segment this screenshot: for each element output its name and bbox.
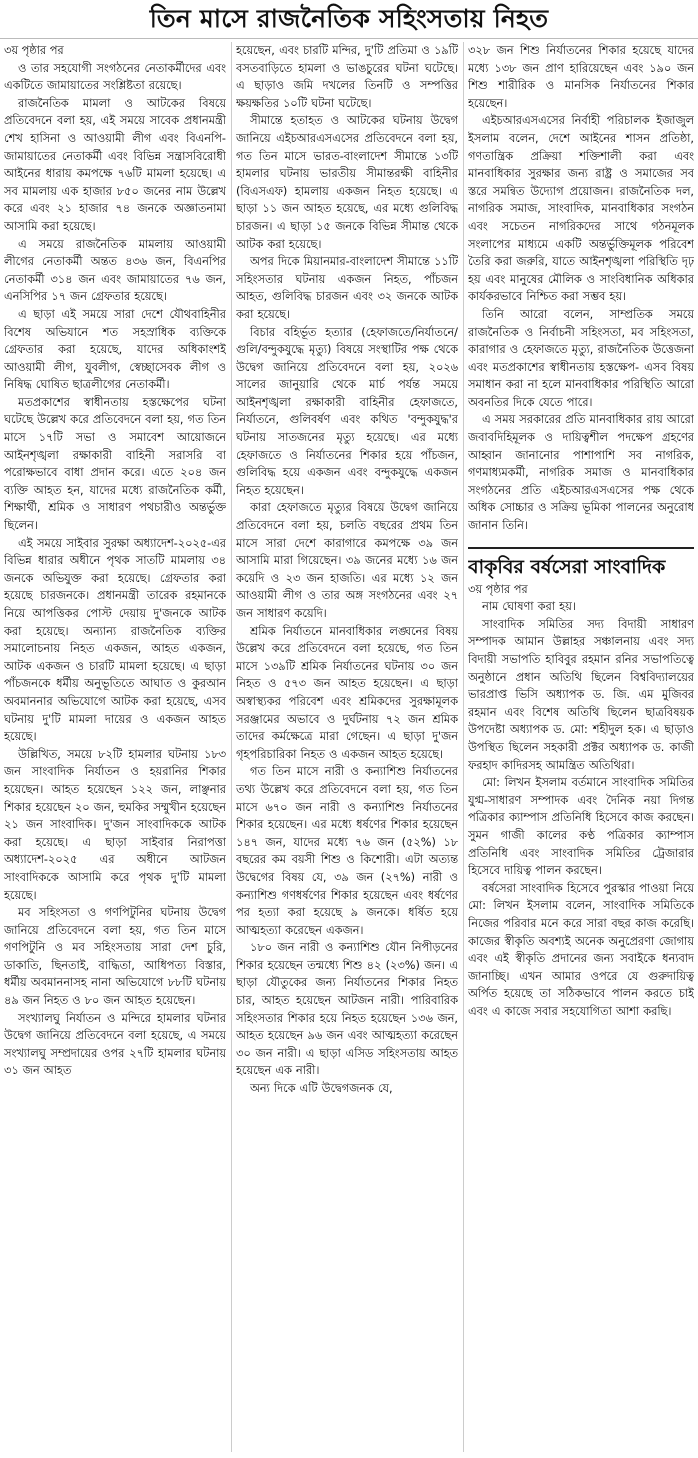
paragraph: মতপ্রকাশের স্বাধীনতায় হস্তক্ষেপের ঘটনা ঘটেছে উল্লেখ করে প্রতিবেদনে বলা হয়, গত তিন মাসে ১৭টি সভা ও সমাবেশ আয়োজনে আইনশৃঙ্খলা রক্ষাকারী বাহিনী সরাসরি বা পরোক্ষভাবে বাধা প্রদান করে। এতে ২০৪ জন ব্যক্তি আহত হন, যাদের মধ্যে রাজনৈতিক কর্মী, শিক্ষার্থী, শ্রমিক ও সাধারণ পথচারীও অন্তর্ভুক্ত ছিলেন। — [4, 395, 226, 533]
paragraph: এ সময়ে রাজনৈতিক মামলায় আওয়ামী লীগের নেতাকর্মী অন্তত ৪৩৬ জন, বিএনপির নেতাকর্মী ৩১৪ জন এবং জামায়াতের ৭৬ জন, এনসিপির ১৭ জন গ্রেফতার হয়েছে। — [4, 237, 226, 304]
continuation-note: ৩য় পৃষ্ঠার পর — [468, 582, 528, 596]
column-divider — [463, 42, 464, 1452]
paragraph: উল্লিখিত, সময়ে ৮২টি হামলার ঘটনায় ১৮৩ জন সাংবাদিক নির্যাতন ও হয়রানির শিকার হয়েছেন। আহত হয়েছেন ১২২ জন, লাঞ্ছনার শিকার হয়েছেন ২০ জন, হুমকির সম্মুখীন হয়েছেন ২১ জন সাংবাদিক। দু'জন সাংবাদিককে আটক করা হয়েছে। এ ছাড়া সাইবার নিরাপত্তা অধ্যাদেশ-২০২৫ এর অধীনে আটজন সাংবাদিককে আসামি করে পৃথক দু'টি মামলা হয়েছে। — [4, 747, 226, 902]
paragraph: হয়েছেন, এবং চারটি মন্দির, দু'টি প্রতিমা ও ১৯টি বসতবাড়িতে হামলা ও ভাঙচুরের ঘটনা ঘটেছে। এ ছাড়াও জমি দখলের তিনটি ও সম্পত্তির ক্ষয়ক্ষতির ১০টি ঘটনা ঘটেছে। — [236, 44, 458, 110]
main-headline: তিন মাসে রাজনৈতিক সহিংসতায় নিহত — [0, 0, 698, 39]
paragraph: সীমান্তে হতাহত ও আটকের ঘটনায় উদ্বেগ জানিয়ে এইচআরএসএসের প্রতিবেদনে বলা হয়, গত তিন মাসে ভারত-বাংলাদেশ সীমান্তে ১৩টি হামলার ঘটনায় ভারতীয় সীমান্তরক্ষী বাহিনীর (বিএসএফ) হামলায় একজন নিহত হয়েছে। এ ছাড়া ১১ জন আহত হয়েছে, এর মধ্যে গুলিবিদ্ধ চারজন। এ ছাড়া ১৫ জনকে বিভিন্ন সীমান্ত থেকে আটক করা হয়েছে। — [236, 114, 458, 251]
paragraph: এ সময় সরকারের প্রতি মানবাধিকার রায় আরো জবাবদিহিমূলক ও দায়িত্বশীল পদক্ষেপ গ্রহণের আহ্বান জানানোর পাশাপাশি সব নাগরিক, গণমাধ্যমকর্মী, নাগরিক সমাজ ও মানবাধিকার সংগঠনের প্রতি এইচআরএসএসের পক্ষ থেকে অধিক সোচ্চার ও সক্রিয় ভূমিকা পালনের অনুরোধ জানান তিনি। — [468, 413, 694, 533]
paragraph: তিনি আরো বলেন, সাম্প্রতিক সময়ে রাজনৈতিক ও নির্বাচনী সহিংসতা, মব সহিংসতা, কারাগার ও হেফাজতে মৃত্যু, রাজনৈতিক উত্তেজনা এবং মতপ্রকাশের স্বাধীনতায় হস্তক্ষেপ- এসব বিষয় সমাধান করা না হলে মানবাধিকার পরিস্থিতি আরো অবনতির দিকে যেতে পারে। — [468, 307, 694, 409]
paragraph: বর্ষসেরা সাংবাদিক হিসেবে পুরস্কার পাওয়া নিয়ে মো: লিখন ইসলাম বলেন, সাংবাদিক সমিতিকে নিজের পরিবার মনে করে সারা বছর কাজ করেছি। কাজের স্বীকৃতি অবশ্যই অনেক অনুপ্রেরণা জোগায় এবং এই স্বীকৃতি প্রদানের জন্য সবাইকে ধন্যবাদ জানাচ্ছি। এখন আমার ওপরে যে গুরুদায়িত্ব অর্পিত হয়েছে তা সঠিকভাবে পালন করতে চাই এবং এ কাজে সবার সহযোগিতা আশা করছি। — [468, 881, 694, 1018]
paragraph: রাজনৈতিক মামলা ও আটকের বিষয়ে প্রতিবেদনে বলা হয়, এই সময়ে সাবেক প্রধানমন্ত্রী শেখ হাসিনা ও আওয়ামী লীগ এবং বিএনপি-জামায়াতের নেতাকর্মী এবং বিভিন্ন সন্ত্রাসবিরোধী আইনের ধারায় কমপক্ষে ৭৬টি মামলা হয়েছে। এ সব মামলায় এক হাজার ৮৫০ জনের নাম উল্লেখ করে এবং ২১ হাজার ৭৪ জনকে অজ্ঞাতনামা আসামি করা হয়েছে। — [4, 96, 226, 233]
paragraph: কারা হেফাজতে মৃত্যুর বিষয়ে উদ্বেগ জানিয়ে প্রতিবেদনে বলা হয়, চলতি বছরের প্রথম তিন মাসে সারা দেশে কারাগারে কমপক্ষে ৩৯ জন আসামি মারা গিয়েছেন। ৩৯ জনের মধ্যে ১৬ জন কয়েদি ও ২৩ জন হাজতি। এর মধ্যে ১২ জন আওয়ামী লীগ ও তার অঙ্গ সংগঠনের এবং ২৭ জন সাধারণ কয়েদি। — [236, 501, 458, 620]
paragraph: সাংবাদিক সমিতির সদ্য বিদায়ী সাধারণ সম্পাদক আমান উল্লাহর সঞ্চালনায় এবং সদ্য বিদায়ী সভাপতি হাবিবুর রহমান রনির সভাপতিত্বে অনুষ্ঠানে প্রধান অতিথি ছিলেন বিশ্ববিদ্যালয়ের ভারপ্রাপ্ত ভিসি অধ্যাপক ড. জি. এম মুজিবর রহমান এবং বিশেষ অতিথি ছিলেন ছাত্রবিষয়ক উপদেষ্টা অধ্যাপক ড. মো: শহীদুল হক। এ ছাড়াও উপস্থিত ছিলেন সহকারী প্রক্টর অধ্যাপক ড. কাজী ফরহাদ কাদিরসহ আমন্ত্রিত অতিথিরা। — [468, 617, 694, 772]
paragraph: গত তিন মাসে নারী ও কন্যাশিশু নির্যাতনের তথ্য উল্লেখ করে প্রতিবেদনে বলা হয়, গত তিন মাসে ৬৭০ জন নারী ও কন্যাশিশু নির্যাতনের শিকার হয়েছেন। এর মধ্যে ধর্ষণের শিকার হয়েছেন ১৪৭ জন, যাদের মধ্যে ৭৬ জন (৫২%) ১৮ বছরের কম বয়সী শিশু ও কিশোরী। এটা অত্যন্ত উদ্বেগের বিষয় যে, ৩৯ জন (২৭%) নারী ও কন্যাশিশু গণধর্ষণের শিকার হয়েছেন এবং ধর্ষণের পর হত্যা করা হয়েছে ৯ জনকে। ধর্ষিত হয়ে আত্মহত্যা করেছেন একজন। — [236, 765, 458, 937]
second-story-headline: বাকৃবির বর্ষসেরা সাংবাদিক — [468, 547, 694, 581]
paragraph: ও তার সহযোগী সংগঠনের নেতাকর্মীদের এবং একটিতে জামায়াতের সংশ্লিষ্টতা রয়েছে। — [4, 61, 226, 93]
paragraph: মব সহিংসতা ও গণপিটুনির ঘটনায় উদ্বেগ জানিয়ে প্রতিবেদনে বলা হয়, গত তিন মাসে গণপিটুনি ও মব সহিংসতায় সারা দেশ চুরি, ডাকাতি, ছিনতাই, বাদ্ধিতা, আধিপত্য বিস্তার, ধর্মীয় অবমাননাসহ নানা অভিযোগে ৮৮টি ঘটনায় ৪৯ জন নিহত ও ৮০ জন আহত হয়েছেন। — [4, 906, 226, 1008]
paragraph: সংখ্যালঘু নির্যাতন ও মন্দিরে হামলার ঘটনার উদ্বেগ জানিয়ে প্রতিবেদনে বলা হয়েছে, এ সময়ে সংখ্যালঘু সম্প্রদায়ের ওপর ২৭টি হামলার ঘটনায় ৩১ জন আহত — [4, 1011, 226, 1078]
continuation-note: ৩য় পৃষ্ঠার পর — [4, 44, 64, 57]
paragraph: অপর দিকে মিয়ানমার-বাংলাদেশ সীমান্তে ১১টি সহিংসতার ঘটনায় একজন নিহত, পাঁচজন আহত, গুলিবিদ্ধ চারজন এবং ৩২ জনকে আটক করা হয়েছে। — [236, 255, 458, 321]
paragraph: এ ছাড়া এই সময়ে সারা দেশে যৌথবাহিনীর বিশেষ অভিযানে শত সহস্রাধিক ব্যক্তিকে গ্রেফতার করা হয়েছে, যাদের অধিকাংশই আওয়ামী লীগ, যুবলীগ, স্বেচ্ছাসেবক লীগ ও নিষিদ্ধ ঘোষিত ছাত্রলীগের নেতাকর্মী। — [4, 307, 226, 392]
article-column-1 — [4, 42, 226, 1454]
paragraph: মো: লিখন ইসলাম বর্তমানে সাংবাদিক সমিতির যুগ্ম-সাধারণ সম্পাদক এবং দৈনিক নয়া দিগন্ত পত্রিকার ক্যাম্পাস প্রতিনিধি হিসেবে কাজ করছেন। সুমন গাজী কালের কণ্ঠ পত্রিকার ক্যাম্পাস প্রতিনিধি এবং সাংবাদিক সমিতির ট্রেজারার হিসেবে দায়িত্ব পালন করছেন। — [468, 776, 694, 878]
column-divider — [231, 42, 232, 1452]
paragraph: অন্য দিকে এটি উদ্বেগজনক যে, — [250, 1082, 393, 1096]
paragraph: শ্রমিক নির্যাতনে মানবাধিকার লঙ্ঘনের বিষয় উল্লেখ করে প্রতিবেদনে বলা হয়েছে, গত তিন মাসে ১৩৯টি শ্রমিক নির্যাতনের ঘটনায় ৩০ জন নিহত ও ৫৭৩ জন আহত হয়েছেন। এ ছাড়া অস্বাস্থ্যকর পরিবেশ এবং শ্রমিকদের সুরক্ষামূলক সরঞ্জামের অভাবে ও দুর্ঘটনায় ৭২ জন শ্রমিক তাদের কর্মক্ষেত্রে মারা গেছেন। এ ছাড়া দু'জন গৃহপরিচারিকা নিহত ও একজন আহত হয়েছে। — [236, 624, 458, 761]
paragraph: ১৮০ জন নারী ও কন্যাশিশু যৌন নিপীড়নের শিকার হয়েছেন তন্মধ্যে শিশু ৪২ (২৩%) জন। এ ছাড়া যৌতুকের জন্য নির্যাতনের শিকার নিহত চার, আহত হয়েছেন আটজন নারী। পারিবারিক সহিংসতার শিকার হয়ে নিহত হয়েছেন ১৩৬ জন, আহত হয়েছেন ৯৬ জন এবং আত্মহত্যা করেছেন ৩০ জন নারী। এ ছাড়া এসিড সহিংসতায় আহত হয়েছেন এক নারী। — [236, 941, 458, 1078]
paragraph: বিচার বহির্ভূত হত্যার (হেফাজতে/নির্যাতনে/গুলি/বন্দুকযুদ্ধে মৃত্যু) বিষয়ে সংস্থাটির পক্ষ থেকে উদ্বেগ জানিয়ে প্রতিবেদনে বলা হয়, ২০২৬ সালের জানুয়ারি থেকে মার্চ পর্যন্ত সময়ে আইনশৃঙ্খলা রক্ষাকারী বাহিনীর হেফাজতে, নির্যাতনে, গুলিবর্ষণ এবং কথিত 'বন্দুকযুদ্ধ'র ঘটনায় সাতজনের মৃত্যু হয়েছে। এর মধ্যে হেফাজতে ও নির্যাতনের শিকার হয়ে পাঁচজন, গুলিবিদ্ধ হয়ে একজন এবং বন্দুকযুদ্ধে একজন নিহত হয়েছেন। — [236, 325, 458, 497]
article-column-3 — [468, 42, 694, 1454]
article-column-2 — [236, 42, 458, 1454]
paragraph: ৩২৮ জন শিশু নির্যাতনের শিকার হয়েছে যাদের মধ্যে ১৩৮ জন প্রাণ হারিয়েছেন এবং ১৯০ জন শিশু শারীরিক ও মানসিক নির্যাতনের শিকার হয়েছেন। — [468, 44, 694, 110]
paragraph: এইচআরএসএসের নির্বাহী পরিচালক ইজাজুল ইসলাম বলেন, দেশে আইনের শাসন প্রতিষ্ঠা, গণতান্ত্রিক প্রক্রিয়া শক্তিশালী করা এবং মানবাধিকার সুরক্ষার জন্য রাষ্ট্র ও সমাজের সব স্তরে সমন্বিত উদ্যোগ প্রয়োজন। রাজনৈতিক দল, নাগরিক সমাজ, সাংবাদিক, মানবাধিকার সংগঠন এবং সচেতন নাগরিকদের সাথে গঠনমূলক সংলাপের মাধ্যমে একটি অন্তর্ভুক্তিমূলক পরিবেশ তৈরি করা জরুরি, যাতে আইনশৃঙ্খলা পরিস্থিতি দৃঢ় হয় এবং মানুষের মৌলিক ও সাংবিধানিক অধিকার কার্যকরভাবে নিশ্চিত করা সম্ভব হয়। — [468, 114, 694, 304]
paragraph: নাম ঘোষণা করা হয়। — [482, 600, 576, 614]
paragraph: এই সময়ে সাইবার সুরক্ষা অধ্যাদেশ-২০২৫-এর বিভিন্ন ধারার অধীনে পৃথক সাতটি মামলায় ৩৪ জনকে অভিযুক্ত করা হয়েছে। গ্রেফতার করা হয়েছে চারজনকে। প্রধানমন্ত্রী তারেক রহমানকে নিয়ে আপত্তিকর পোস্ট দেয়ায় দু'জনকে আটক করা হয়েছে। অন্যান্য রাজনৈতিক ব্যক্তির সমালোচনায় নিহত একজন, আহত একজন, আটক একজন ও চারটি মামলা হয়েছে। এ ছাড়া পাঁচজনকে ধর্মীয় অনুভূতিতে আঘাত ও কুরআন অবমাননার অভিযোগে আটক করা হয়েছে, এসব ঘটনায় দু'টি মামলা দায়ের ও একজন আহত হয়েছে। — [4, 536, 226, 744]
